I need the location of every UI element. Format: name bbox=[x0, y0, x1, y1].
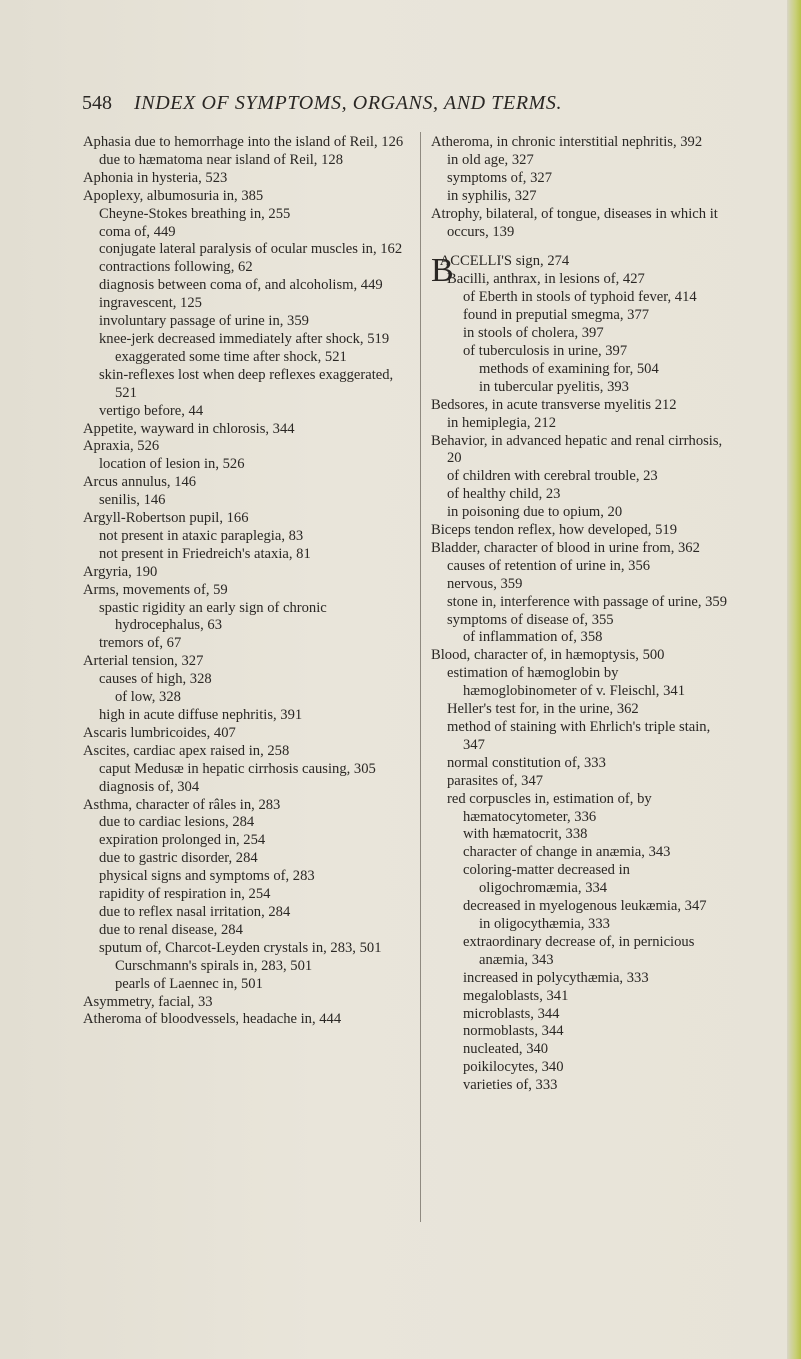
index-entry: not present in ataxic paraplegia, 83 bbox=[99, 527, 304, 544]
index-entry: stone in, interference with passage of urine, 359 bbox=[447, 593, 728, 610]
page-number: 548 bbox=[82, 92, 112, 114]
index-entry: of Eberth in stools of typhoid fever, 414 bbox=[463, 289, 697, 306]
entry-text: ACCELLI'S sign, 274 bbox=[439, 253, 570, 270]
index-entry: tremors of, 67 bbox=[99, 635, 182, 652]
index-entry: Bladder, character of blood in urine from, 362 bbox=[431, 539, 700, 556]
index-entry: decreased in myelogenous leukæmia, 347 bbox=[463, 898, 707, 915]
index-entry: Apoplexy, albumosuria in, 385 bbox=[83, 187, 264, 204]
index-entry: due to renal disease, 284 bbox=[99, 921, 243, 938]
index-entry: microblasts, 344 bbox=[463, 1005, 560, 1022]
index-entry: of healthy child, 23 bbox=[447, 486, 561, 503]
index-entry: Asthma, character of râles in, 283 bbox=[83, 796, 281, 813]
index-entry: due to hæmatoma near island of Reil, 128 bbox=[99, 151, 343, 168]
index-entry: Appetite, wayward in chlorosis, 344 bbox=[83, 420, 295, 437]
index-entry: Argyll-Robertson pupil, 166 bbox=[83, 510, 249, 527]
page-title: INDEX OF SYMPTOMS, ORGANS, AND TERMS. bbox=[134, 92, 563, 114]
index-entry: methods of examining for, 504 bbox=[479, 360, 659, 377]
index-entry: Heller's test for, in the urine, 362 bbox=[447, 701, 639, 718]
index-entry: in tubercular pyelitis, 393 bbox=[479, 378, 629, 395]
column-divider bbox=[420, 132, 421, 1222]
index-entry: Atrophy, bilateral, of tongue, diseases in which it occurs, 139 bbox=[431, 205, 718, 240]
page-header bbox=[82, 92, 742, 115]
index-entry: in poisoning due to opium, 20 bbox=[447, 504, 623, 521]
index-entry: in hemiplegia, 212 bbox=[447, 414, 557, 431]
right-column bbox=[431, 134, 731, 1095]
index-entry: diagnosis of, 304 bbox=[99, 778, 200, 795]
index-entry: in old age, 327 bbox=[447, 151, 534, 168]
index-entry: location of lesion in, 526 bbox=[99, 456, 245, 473]
index-entry: Cheyne-Stokes breathing in, 255 bbox=[99, 205, 291, 222]
index-entry: estimation of hæmoglobin by hæmoglobinometer of v. Fleischl, 341 bbox=[447, 665, 685, 700]
index-entry: Bacilli, anthrax, in lesions of, 427 bbox=[447, 271, 645, 288]
index-entry: Atheroma of bloodvessels, headache in, 444 bbox=[83, 1011, 342, 1028]
index-entry: parasites of, 347 bbox=[447, 772, 544, 789]
index-entry: Blood, character of, in hæmoptysis, 500 bbox=[431, 647, 665, 664]
index-entry: with hæmatocrit, 338 bbox=[463, 826, 588, 843]
index-entry: skin-reflexes lost when deep reflexes exaggerated, 521 bbox=[99, 366, 394, 401]
drop-cap: B bbox=[431, 252, 454, 290]
index-entry: Bedsores, in acute transverse myelitis 212 bbox=[431, 396, 677, 413]
index-entry: method of staining with Ehrlich's triple stain, 347 bbox=[447, 719, 711, 753]
index-entry: Curschmann's spirals in, 283, 501 bbox=[115, 957, 313, 974]
index-entry: coloring-matter decreased in oligochromæmia, 334 bbox=[463, 862, 630, 897]
left-column bbox=[83, 134, 407, 1029]
index-entry: spastic rigidity an early sign of chronic hydrocephalus, 63 bbox=[99, 599, 327, 634]
index-entry: Behavior, in advanced hepatic and renal cirrhosis, 20 bbox=[431, 432, 723, 467]
index-entry: conjugate lateral paralysis of ocular muscles in, 162 bbox=[99, 241, 403, 258]
index-entry: Arterial tension, 327 bbox=[83, 653, 204, 670]
index-entry: of low, 328 bbox=[115, 689, 181, 706]
index-entry: expiration prolonged in, 254 bbox=[99, 832, 266, 849]
index-entry: increased in polycythæmia, 333 bbox=[463, 969, 649, 986]
index-entry: caput Medusæ in hepatic cirrhosis causing, 305 bbox=[99, 760, 376, 777]
index-entry: Asymmetry, facial, 33 bbox=[83, 993, 213, 1010]
index-entry: causes of retention of urine in, 356 bbox=[447, 557, 651, 574]
index-entry: diagnosis between coma of, and alcoholism, 449 bbox=[99, 277, 383, 294]
index-entry: megaloblasts, 341 bbox=[463, 987, 569, 1004]
index-entry: due to reflex nasal irritation, 284 bbox=[99, 903, 291, 920]
index-entry: normoblasts, 344 bbox=[463, 1023, 564, 1040]
section-a-entries bbox=[431, 134, 731, 241]
index-entry: senilis, 146 bbox=[99, 492, 166, 509]
index-entry: vertigo before, 44 bbox=[99, 402, 204, 419]
index-entry: red corpuscles in, estimation of, by hæmatocytometer, 336 bbox=[447, 790, 652, 825]
index-entry: rapidity of respiration in, 254 bbox=[99, 886, 271, 903]
section-b bbox=[431, 253, 731, 1095]
index-entry: Argyria, 190 bbox=[83, 563, 158, 580]
index-entry: varieties of, 333 bbox=[463, 1077, 558, 1094]
index-entry: Biceps tendon reflex, how developed, 519 bbox=[431, 522, 677, 539]
index-entry: Aphonia in hysteria, 523 bbox=[83, 169, 228, 186]
index-entry: Aphasia due to hemorrhage into the island of Reil, 126 bbox=[83, 134, 404, 150]
index-entry: Ascaris lumbricoides, 407 bbox=[83, 724, 236, 741]
index-entry: knee-jerk decreased immediately after shock, 519 bbox=[99, 330, 390, 347]
index-entry: of inflammation of, 358 bbox=[463, 629, 603, 646]
index-entry: causes of high, 328 bbox=[99, 671, 212, 688]
index-entry: not present in Friedreich's ataxia, 81 bbox=[99, 545, 311, 562]
index-entry: symptoms of disease of, 355 bbox=[447, 611, 614, 628]
section-b-entries bbox=[431, 271, 731, 1095]
index-entry: involuntary passage of urine in, 359 bbox=[99, 313, 309, 330]
index-entry: exaggerated some time after shock, 521 bbox=[115, 348, 347, 365]
index-entry: character of change in anæmia, 343 bbox=[463, 844, 671, 861]
index-entry: coma of, 449 bbox=[99, 223, 176, 240]
index-entry: poikilocytes, 340 bbox=[463, 1059, 564, 1076]
index-entry: in oligocythæmia, 333 bbox=[479, 915, 610, 932]
index-entry: normal constitution of, 333 bbox=[447, 754, 606, 771]
index-entry: contractions following, 62 bbox=[99, 259, 253, 276]
index-entry: pearls of Laennec in, 501 bbox=[115, 975, 263, 992]
index-entry: Arms, movements of, 59 bbox=[83, 581, 228, 598]
index-entry: found in preputial smegma, 377 bbox=[463, 307, 650, 324]
index-entry: in stools of cholera, 397 bbox=[463, 325, 604, 342]
index-entry: sputum of, Charcot-Leyden crystals in, 283, 501 bbox=[99, 939, 382, 956]
index-entry: Ascites, cardiac apex raised in, 258 bbox=[83, 742, 290, 759]
index-entry: Atheroma, in chronic interstitial nephritis, 392 bbox=[431, 134, 703, 150]
index-entry: in syphilis, 327 bbox=[447, 187, 537, 204]
index-entry: Arcus annulus, 146 bbox=[83, 474, 197, 491]
index-entry: symptoms of, 327 bbox=[447, 169, 552, 186]
index-entry: due to cardiac lesions, 284 bbox=[99, 814, 255, 831]
page-edge bbox=[787, 0, 801, 1359]
index-entry: physical signs and symptoms of, 283 bbox=[99, 868, 315, 885]
index-entry: extraordinary decrease of, in pernicious anæmia, 343 bbox=[463, 933, 695, 968]
index-entry: Apraxia, 526 bbox=[83, 438, 160, 455]
index-entry: nucleated, 340 bbox=[463, 1041, 549, 1058]
index-entry: ingravescent, 125 bbox=[99, 295, 202, 312]
index-entry: of children with cerebral trouble, 23 bbox=[447, 468, 658, 485]
index-entry: nervous, 359 bbox=[447, 575, 523, 592]
index-entry: high in acute diffuse nephritis, 391 bbox=[99, 707, 303, 723]
index-entry: of tuberculosis in urine, 397 bbox=[463, 342, 628, 359]
index-entry: due to gastric disorder, 284 bbox=[99, 850, 258, 867]
